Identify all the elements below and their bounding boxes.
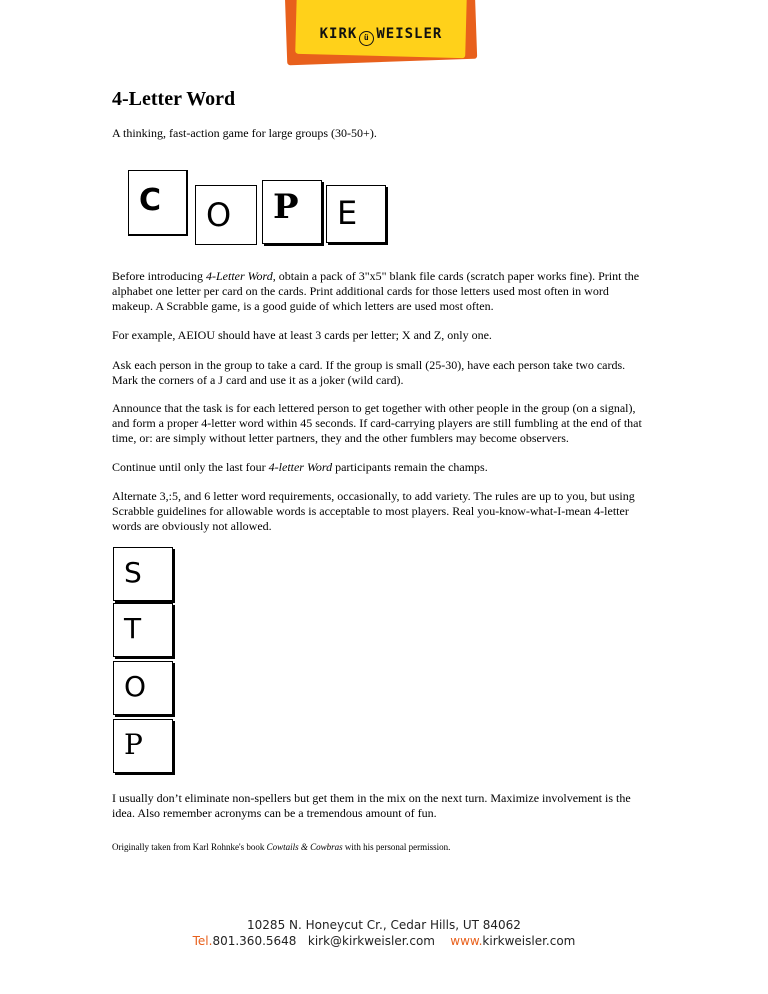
- paragraph-example: For example, AEIOU should have at least 3 cards per letter; X and Z, only one.: [112, 328, 492, 342]
- paragraph-alternate: Alternate 3,:5, and 6 letter word requirements, occasionally, to add variety. The rules are up to you, but using Scrabble guidelines for allowable words is acceptable to most players. Real you-know-what-I-mean 4-letter words are obviously not allowed.: [112, 489, 635, 533]
- paragraph-announce: Announce that the task is for each lettered person to get together with other people in the group (on a signal), and form a proper 4-letter word within 45 seconds. If card-carrying players are still fumbling at the end of that time, or: are simply without letter partners, they and the other fumblers may become observers.: [112, 401, 642, 445]
- letter-card-o: O: [195, 185, 257, 245]
- letter-card-e: E: [326, 185, 386, 243]
- smile-icon: ü: [359, 31, 374, 46]
- letter-card-o-vertical: O: [113, 661, 173, 715]
- letter-card-t: T: [113, 603, 173, 657]
- web-label: www.: [450, 934, 483, 948]
- footer-contact: [0, 934, 768, 948]
- tel-number: 801.360.5648: [212, 934, 297, 948]
- page-title: 4-Letter Word: [112, 88, 236, 110]
- footer-address: 10285 N. Honeycut Cr., Cedar Hills, UT 84062: [247, 918, 521, 932]
- letter-card-c: C: [128, 170, 188, 236]
- subtitle: A thinking, fast-action game for large groups (30-50+).: [112, 126, 377, 140]
- letter-card-s: S: [113, 547, 173, 601]
- logo: [286, 0, 476, 64]
- credit-line: Originally taken from Karl Rohnke's book Cowtails & Cowbras with his personal permission.: [112, 842, 451, 852]
- logo-text: KIRK ü WEISLER: [286, 26, 476, 46]
- paragraph-closing: I usually don’t eliminate non-spellers but get them in the mix on the next turn. Maximize involvement is the idea. Also remember acronyms can be a tremendous amount of fun.: [112, 791, 631, 820]
- paragraph-continue: Continue until only the last four 4-letter Word participants remain the champs.: [112, 460, 488, 474]
- email-link[interactable]: kirk@kirkweisler.com: [307, 934, 435, 948]
- website-link[interactable]: kirkweisler.com: [482, 934, 576, 948]
- letter-card-p: P: [262, 180, 322, 244]
- paragraph-intro: Before introducing 4-Letter Word, obtain a pack of 3"x5" blank file cards (scratch paper works fine). Print the alphabet one letter per card on the cards. Print additional cards for those letters used most often in word makeup. A Scrabble game, is a good guide of which letters are used most often.: [112, 269, 640, 313]
- tel-label: Tel.: [192, 934, 213, 948]
- letter-card-p-vertical: P: [113, 719, 173, 773]
- paragraph-take-card: Ask each person in the group to take a card. If the group is small (25-30), have each person take two cards. Mark the corners of a J card and use it as a joker (wild card).: [112, 358, 626, 387]
